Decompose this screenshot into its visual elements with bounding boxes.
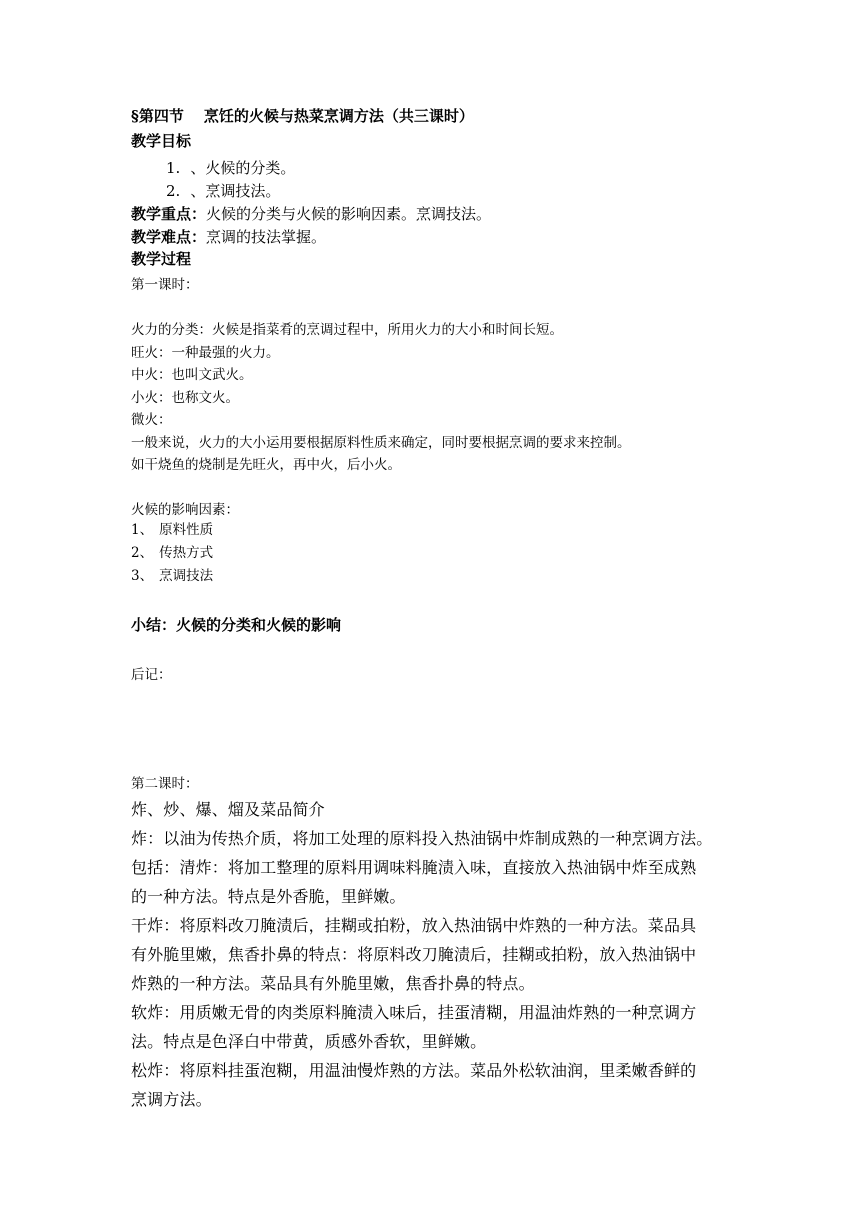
lesson1-line: 火力的分类：火候是指菜肴的烹调过程中，所用火力的大小和时间长短。: [131, 322, 563, 338]
lesson2-line: 包括：清炸：将加工整理的原料用调味料腌渍入味，直接放入热油锅中炸至成熟: [131, 858, 697, 877]
section-number: §第四节: [131, 107, 184, 125]
factor-text: 传热方式: [159, 545, 214, 561]
objectives-heading: 教学目标: [131, 132, 192, 150]
objective-item: [166, 157, 295, 178]
difficulty: [131, 226, 326, 247]
lesson2-line: 炸、炒、爆、熘及菜品简介: [131, 800, 325, 819]
lesson2-line: 法。特点是色泽白中带黄，质感外香软，里鲜嫩。: [131, 1032, 487, 1051]
objective-item: [166, 180, 280, 201]
factor-number: 1、: [131, 522, 154, 538]
objective-text: 、烹调技法。: [190, 182, 281, 200]
lesson1-line: 旺火：一种最强的火力。: [131, 345, 280, 361]
factor-item: [131, 518, 213, 538]
lesson2-line: 干炸：将原料改刀腌渍后，挂糊或拍粉，放入热油锅中炸熟的一种方法。菜品具: [131, 916, 697, 935]
factor-text: 烹调技法: [159, 568, 214, 584]
lesson1-line: 如干烧鱼的烧制是先旺火，再中火，后小火。: [131, 457, 401, 473]
afterword: 后记：: [131, 667, 172, 683]
lesson1-line: 微火：: [131, 412, 172, 428]
factor-number: 3、: [131, 568, 154, 584]
lesson1-summary: 小结：火候的分类和火候的影响: [131, 616, 342, 634]
objective-number: 1.: [166, 159, 181, 177]
factor-item: [131, 541, 213, 561]
lesson2-line: 的一种方法。特点是外香脆，里鲜嫩。: [131, 887, 406, 906]
key-points-label: 教学重点：: [131, 205, 207, 223]
section-heading: [131, 105, 474, 126]
lesson2-line: 软炸：用质嫩无骨的肉类原料腌渍入味后，挂蛋清糊，用温油炸熟的一种烹调方: [131, 1003, 697, 1022]
objective-number: 2.: [166, 182, 181, 200]
lesson2-line: 烹调方法。: [131, 1090, 212, 1109]
lesson1-line: 中火：也叫文武火。: [131, 367, 253, 383]
lesson2-line: 炸：以油为传热介质，将加工处理的原料投入热油锅中炸制成熟的一种烹调方法。: [131, 829, 713, 848]
objective-text: 、火候的分类。: [190, 159, 296, 177]
key-points-text: 火候的分类与火候的影响因素。烹调技法。: [206, 205, 492, 223]
section-title: 烹饪的火候与热菜烹调方法（共三课时）: [203, 107, 474, 125]
difficulty-label: 教学难点：: [131, 228, 207, 246]
factor-number: 2、: [131, 545, 154, 561]
lesson1-line: 一般来说，火力的大小运用要根据原料性质来确定，同时要根据烹调的要求来控制。: [131, 435, 631, 451]
lesson1-title: 第一课时：: [131, 277, 199, 293]
process-heading: 教学过程: [131, 250, 192, 268]
lesson2-title: 第二课时：: [131, 776, 199, 792]
lesson2-line: 松炸：将原料挂蛋泡糊，用温油慢炸熟的方法。菜品外松软油润，里柔嫩香鲜的: [131, 1061, 697, 1080]
lesson2-line: 有外脆里嫩，焦香扑鼻的特点：将原料改刀腌渍后，挂糊或拍粉，放入热油锅中: [131, 945, 697, 964]
factor-text: 原料性质: [159, 522, 214, 538]
difficulty-text: 烹调的技法掌握。: [206, 228, 327, 246]
lesson2-line: 炸熟的一种方法。菜品具有外脆里嫩，焦香扑鼻的特点。: [131, 974, 535, 993]
lesson1-line: 小火：也称文火。: [131, 390, 239, 406]
factor-item: [131, 564, 213, 584]
factors-title: 火候的影响因素：: [131, 502, 239, 518]
key-points: [131, 203, 491, 224]
